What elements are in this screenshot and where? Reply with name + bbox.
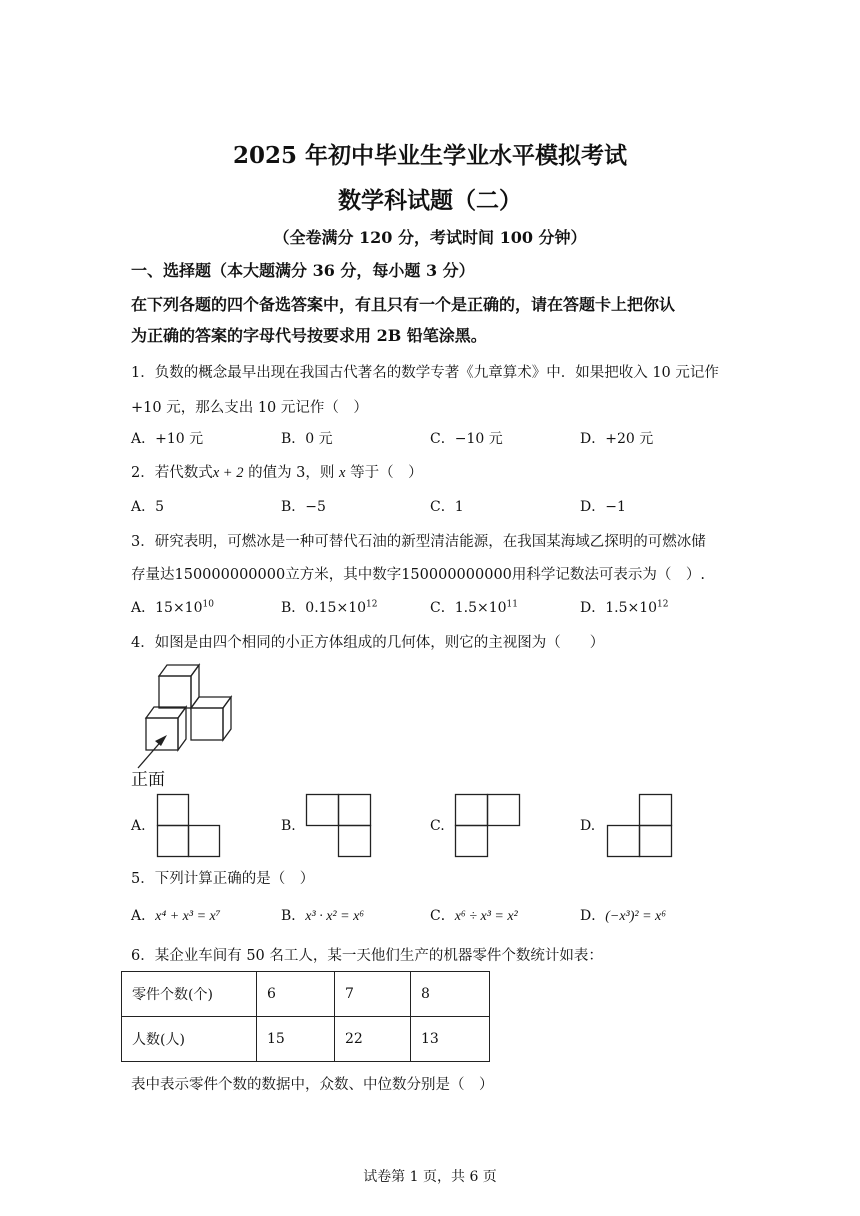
- q1-option-a: A．+10 元: [131, 431, 204, 447]
- table-cell: 7: [335, 972, 411, 1017]
- q3-option-c-letter: C．: [430, 600, 455, 616]
- q2-mid: 的值为 3，则: [243, 465, 340, 481]
- q2-option-b: B．−5: [281, 499, 326, 515]
- q1-option-c: C．−10 元: [430, 431, 503, 447]
- front-label: 正面: [131, 770, 165, 790]
- q5-option-c-expr: x⁶ ÷ x³ = x²: [454, 909, 518, 924]
- cube-solid-figure: [140, 660, 260, 760]
- q1-line2: +10 元，那么支出 10 元记作（ ）: [131, 400, 368, 416]
- q3-option-c-exp: 11: [506, 599, 518, 610]
- table-cell: 8: [411, 972, 490, 1017]
- section-heading: 一、选择题（本大题满分 36 分，每小题 3 分）: [131, 261, 475, 280]
- q4-option-c-letter: C.: [430, 818, 445, 834]
- table-cell: 22: [335, 1017, 411, 1062]
- table-cell: 13: [411, 1017, 490, 1062]
- q6-question: 表中表示零件个数的数据中，众数、中位数分别是（ ）: [131, 1077, 494, 1093]
- q2-option-a: A．5: [131, 499, 165, 515]
- q5-option-b-letter: B．: [281, 908, 306, 924]
- q2-stem: [131, 461, 423, 482]
- q5-option-c: [430, 905, 518, 925]
- right-cube: [191, 697, 231, 740]
- q1-option-d: D．+20 元: [580, 431, 654, 447]
- q5-option-d-expr: (−x³)² = x⁶: [605, 909, 667, 924]
- q5-option-b-expr: x³ · x² = x⁶: [305, 909, 365, 924]
- q4-option-b-letter: B.: [281, 818, 296, 834]
- q5-option-a-expr: x⁴ + x³ = x⁷: [155, 909, 221, 924]
- q3-option-c: [430, 597, 518, 617]
- page-footer: 试卷第 1 页，共 6 页: [363, 1169, 497, 1185]
- q1-line1: 1．负数的概念最早出现在我国古代著名的数学专著《九章算术》中．如果把收入 10 元记作: [131, 365, 719, 381]
- q3-option-a-letter: A．: [131, 600, 156, 616]
- q6-text: 6．某企业车间有 50 名工人，某一天他们生产的机器零件个数统计如表：: [131, 948, 603, 964]
- q2-pre: 2．若代数式: [131, 465, 213, 481]
- q4-option-c-figure: [455, 794, 521, 857]
- q3-line1: 3．研究表明，可燃冰是一种可替代石油的新型清洁能源，在我国某海域乙探明的可燃冰储: [131, 534, 706, 550]
- q2-variable: x: [339, 465, 346, 481]
- q5-option-b: [281, 905, 364, 925]
- table-cell: 6: [257, 972, 335, 1017]
- exam-title: 2025 年初中毕业生学业水平模拟考试: [232, 142, 628, 169]
- table-row: [122, 1017, 490, 1062]
- q3-option-b-base: 0.15×10: [305, 600, 367, 616]
- q4-text: 4．如图是由四个相同的小正方体组成的几何体，则它的主视图为（ ）: [131, 635, 605, 651]
- parts-stats-table: [121, 971, 490, 1062]
- q5-option-a: [131, 905, 221, 925]
- table-cell: 人数(人): [122, 1017, 257, 1062]
- q3-option-a-base: 15×10: [155, 600, 203, 616]
- q3-option-a: [131, 597, 214, 617]
- exam-note: （全卷满分 120 分，考试时间 100 分钟）: [273, 228, 587, 247]
- q4-option-a-letter: A.: [131, 818, 146, 834]
- section-instruction-line1: 在下列各题的四个备选答案中，有且只有一个是正确的，请在答题卡上把你认: [131, 295, 676, 314]
- q4-option-a-figure: [157, 794, 221, 857]
- section-instruction-line2: 为正确的答案的字母代号按要求用 2B 铅笔涂黑。: [131, 326, 487, 345]
- q3-option-b-exp: 12: [366, 599, 378, 610]
- q3-option-d-exp: 12: [657, 599, 669, 610]
- q3-option-d-letter: D．: [580, 600, 606, 616]
- q2-post: 等于（ ）: [345, 465, 423, 481]
- q1-option-b: B．0 元: [281, 431, 333, 447]
- table-row: [122, 972, 490, 1017]
- arrow-icon: [138, 735, 167, 768]
- q3-option-c-base: 1.5×10: [454, 600, 507, 616]
- q3-option-a-exp: 10: [202, 599, 214, 610]
- q5-option-d: [580, 905, 666, 925]
- q2-expression: x + 2: [212, 465, 244, 481]
- q5-option-d-letter: D．: [580, 908, 606, 924]
- table-cell: 零件个数(个): [122, 972, 257, 1017]
- q3-line2: 存量达150000000000立方米，其中数字150000000000用科学记数法可表示为（ ）.: [131, 567, 706, 583]
- table-cell: 15: [257, 1017, 335, 1062]
- front-cube: [146, 707, 186, 750]
- q4-option-b-figure: [306, 794, 372, 857]
- q5-option-a-letter: A．: [131, 908, 156, 924]
- q5-text: 5．下列计算正确的是（ ）: [131, 871, 315, 887]
- q3-option-b: [281, 597, 377, 617]
- q4-option-d-figure: [607, 794, 673, 857]
- q5-option-c-letter: C．: [430, 908, 455, 924]
- exam-subtitle: 数学科试题（二）: [338, 187, 522, 214]
- q2-option-c: C．1: [430, 499, 464, 515]
- q3-option-b-letter: B．: [281, 600, 306, 616]
- q4-option-d-letter: D.: [580, 818, 596, 834]
- q3-option-d: [580, 597, 669, 617]
- q2-option-d: D．−1: [580, 499, 626, 515]
- q3-option-d-base: 1.5×10: [605, 600, 658, 616]
- top-cube: [159, 665, 199, 708]
